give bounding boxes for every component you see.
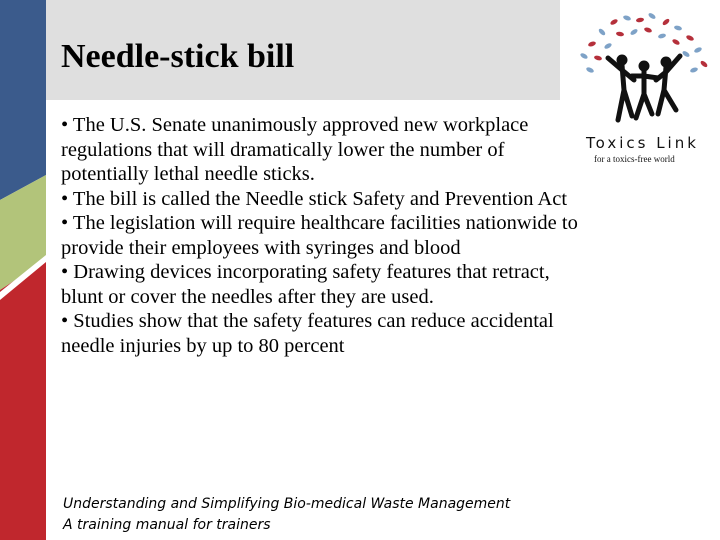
bullet-list [61, 113, 581, 358]
bullet-item: • Drawing devices incorporating safety features that retract, blunt or cover the needles after they are used. [61, 261, 550, 308]
bullet-item: • The legislation will require healthcare facilities nationwide to provide their employees with syringes and blood [61, 212, 578, 259]
toxics-link-logo [572, 10, 712, 165]
figures-icon [608, 55, 680, 120]
bullet-item: • The U.S. Senate unanimously approved new workplace regulations that will dramatically lower the number of potentially lethal needle sticks. [61, 114, 529, 185]
logo-tagline: for a toxics-free world [594, 154, 675, 164]
logo-name: Toxics Link [586, 134, 699, 152]
footer-line-2: A training manual for trainers [63, 517, 271, 533]
blue-band [0, 0, 46, 200]
bullet-item: • The bill is called the Needle stick Safety and Prevention Act [61, 187, 568, 210]
bullet-item: • Studies show that the safety features can reduce accidental needle injuries by up to 80 percent [61, 310, 554, 357]
toxics-link-tree-people-icon [572, 10, 712, 130]
footer [63, 494, 510, 536]
footer-line-1: Understanding and Simplifying Bio-medical Waste Management [63, 496, 511, 512]
slide-title: Needle-stick bill [61, 38, 295, 75]
red-band [0, 260, 46, 540]
